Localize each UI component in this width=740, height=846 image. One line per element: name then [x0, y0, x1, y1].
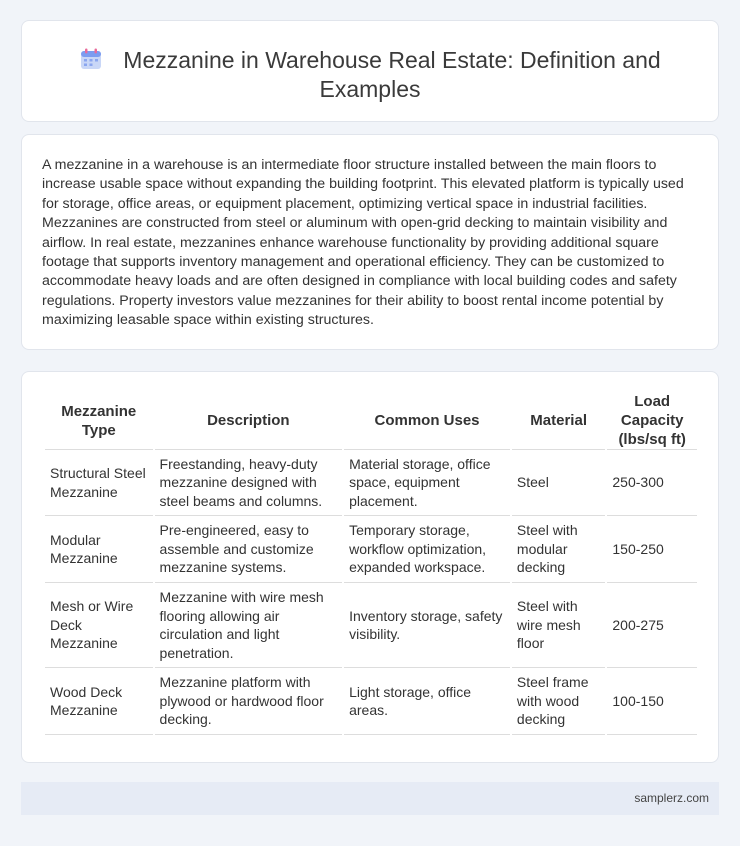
table-cell: 250-300	[607, 450, 697, 516]
table-cell: Steel with wire mesh floor	[512, 583, 605, 668]
header-cell: Material	[512, 392, 605, 450]
header-cell: Description	[155, 392, 343, 450]
header-cell: Common Uses	[344, 392, 510, 450]
table-cell: Pre-engineered, easy to assemble and customize mezzanine systems.	[155, 516, 343, 583]
table-cell: Steel frame with wood decking	[512, 668, 605, 735]
table-cell: Mesh or Wire Deck Mezzanine	[45, 583, 153, 668]
table-cell: 150-250	[607, 516, 697, 583]
description-card	[21, 134, 719, 350]
header-cell: Mezzanine Type	[45, 392, 153, 450]
table-row	[45, 450, 697, 516]
table-cell: Mezzanine with wire mesh flooring allowing air circulation and light penetration.	[155, 583, 343, 668]
page-title-wrap	[22, 46, 718, 104]
table-cell: Material storage, office space, equipment placement.	[344, 450, 510, 516]
table-cell: Freestanding, heavy-duty mezzanine designed with steel beams and columns.	[155, 450, 343, 516]
header-cell: Load Capacity (lbs/sq ft)	[607, 392, 697, 450]
table-cell: 200-275	[607, 583, 697, 668]
calendar-icon	[79, 47, 103, 71]
table-cell: Light storage, office areas.	[344, 668, 510, 735]
mezzanine-table	[43, 392, 699, 735]
table-row	[45, 668, 697, 735]
page-title: Mezzanine in Warehouse Real Estate: Definition and Examples	[123, 47, 661, 102]
table-cell: Inventory storage, safety visibility.	[344, 583, 510, 668]
table-card	[21, 371, 719, 763]
table-row	[45, 516, 697, 583]
table-cell: Structural Steel Mezzanine	[45, 450, 153, 516]
table-cell: Mezzanine platform with plywood or hardwood floor decking.	[155, 668, 343, 735]
table-row	[45, 583, 697, 668]
table-header-row	[45, 392, 697, 450]
table-cell: Wood Deck Mezzanine	[45, 668, 153, 735]
footer-site-link[interactable]: samplerz.com	[634, 791, 709, 805]
table-cell: Steel with modular decking	[512, 516, 605, 583]
description-text: A mezzanine in a warehouse is an intermediate floor structure installed between the main floors to increase usable space without expanding the building footprint. This elevated platform is typically used for storage, office areas, or equipment placement, optimizing vertical space in industrial facilities. Mezzanines are constructed from steel or aluminum with open-grid decking to maintain visibility and airflow. In real estate, mezzanines enhance warehouse functionality by providing additional square footage that supports inventory management and operational efficiency. They can be customized to accommodate heavy loads and are often designed in compliance with local building codes and safety regulations. Property investors value mezzanines for their ability to boost rental income potential by maximizing leasable space within existing structures.	[42, 157, 684, 329]
footer	[21, 782, 719, 815]
table-cell: 100-150	[607, 668, 697, 735]
table-cell: Steel	[512, 450, 605, 516]
table-cell: Modular Mezzanine	[45, 516, 153, 583]
table-cell: Temporary storage, workflow optimization, expanded workspace.	[344, 516, 510, 583]
title-card	[21, 20, 719, 122]
